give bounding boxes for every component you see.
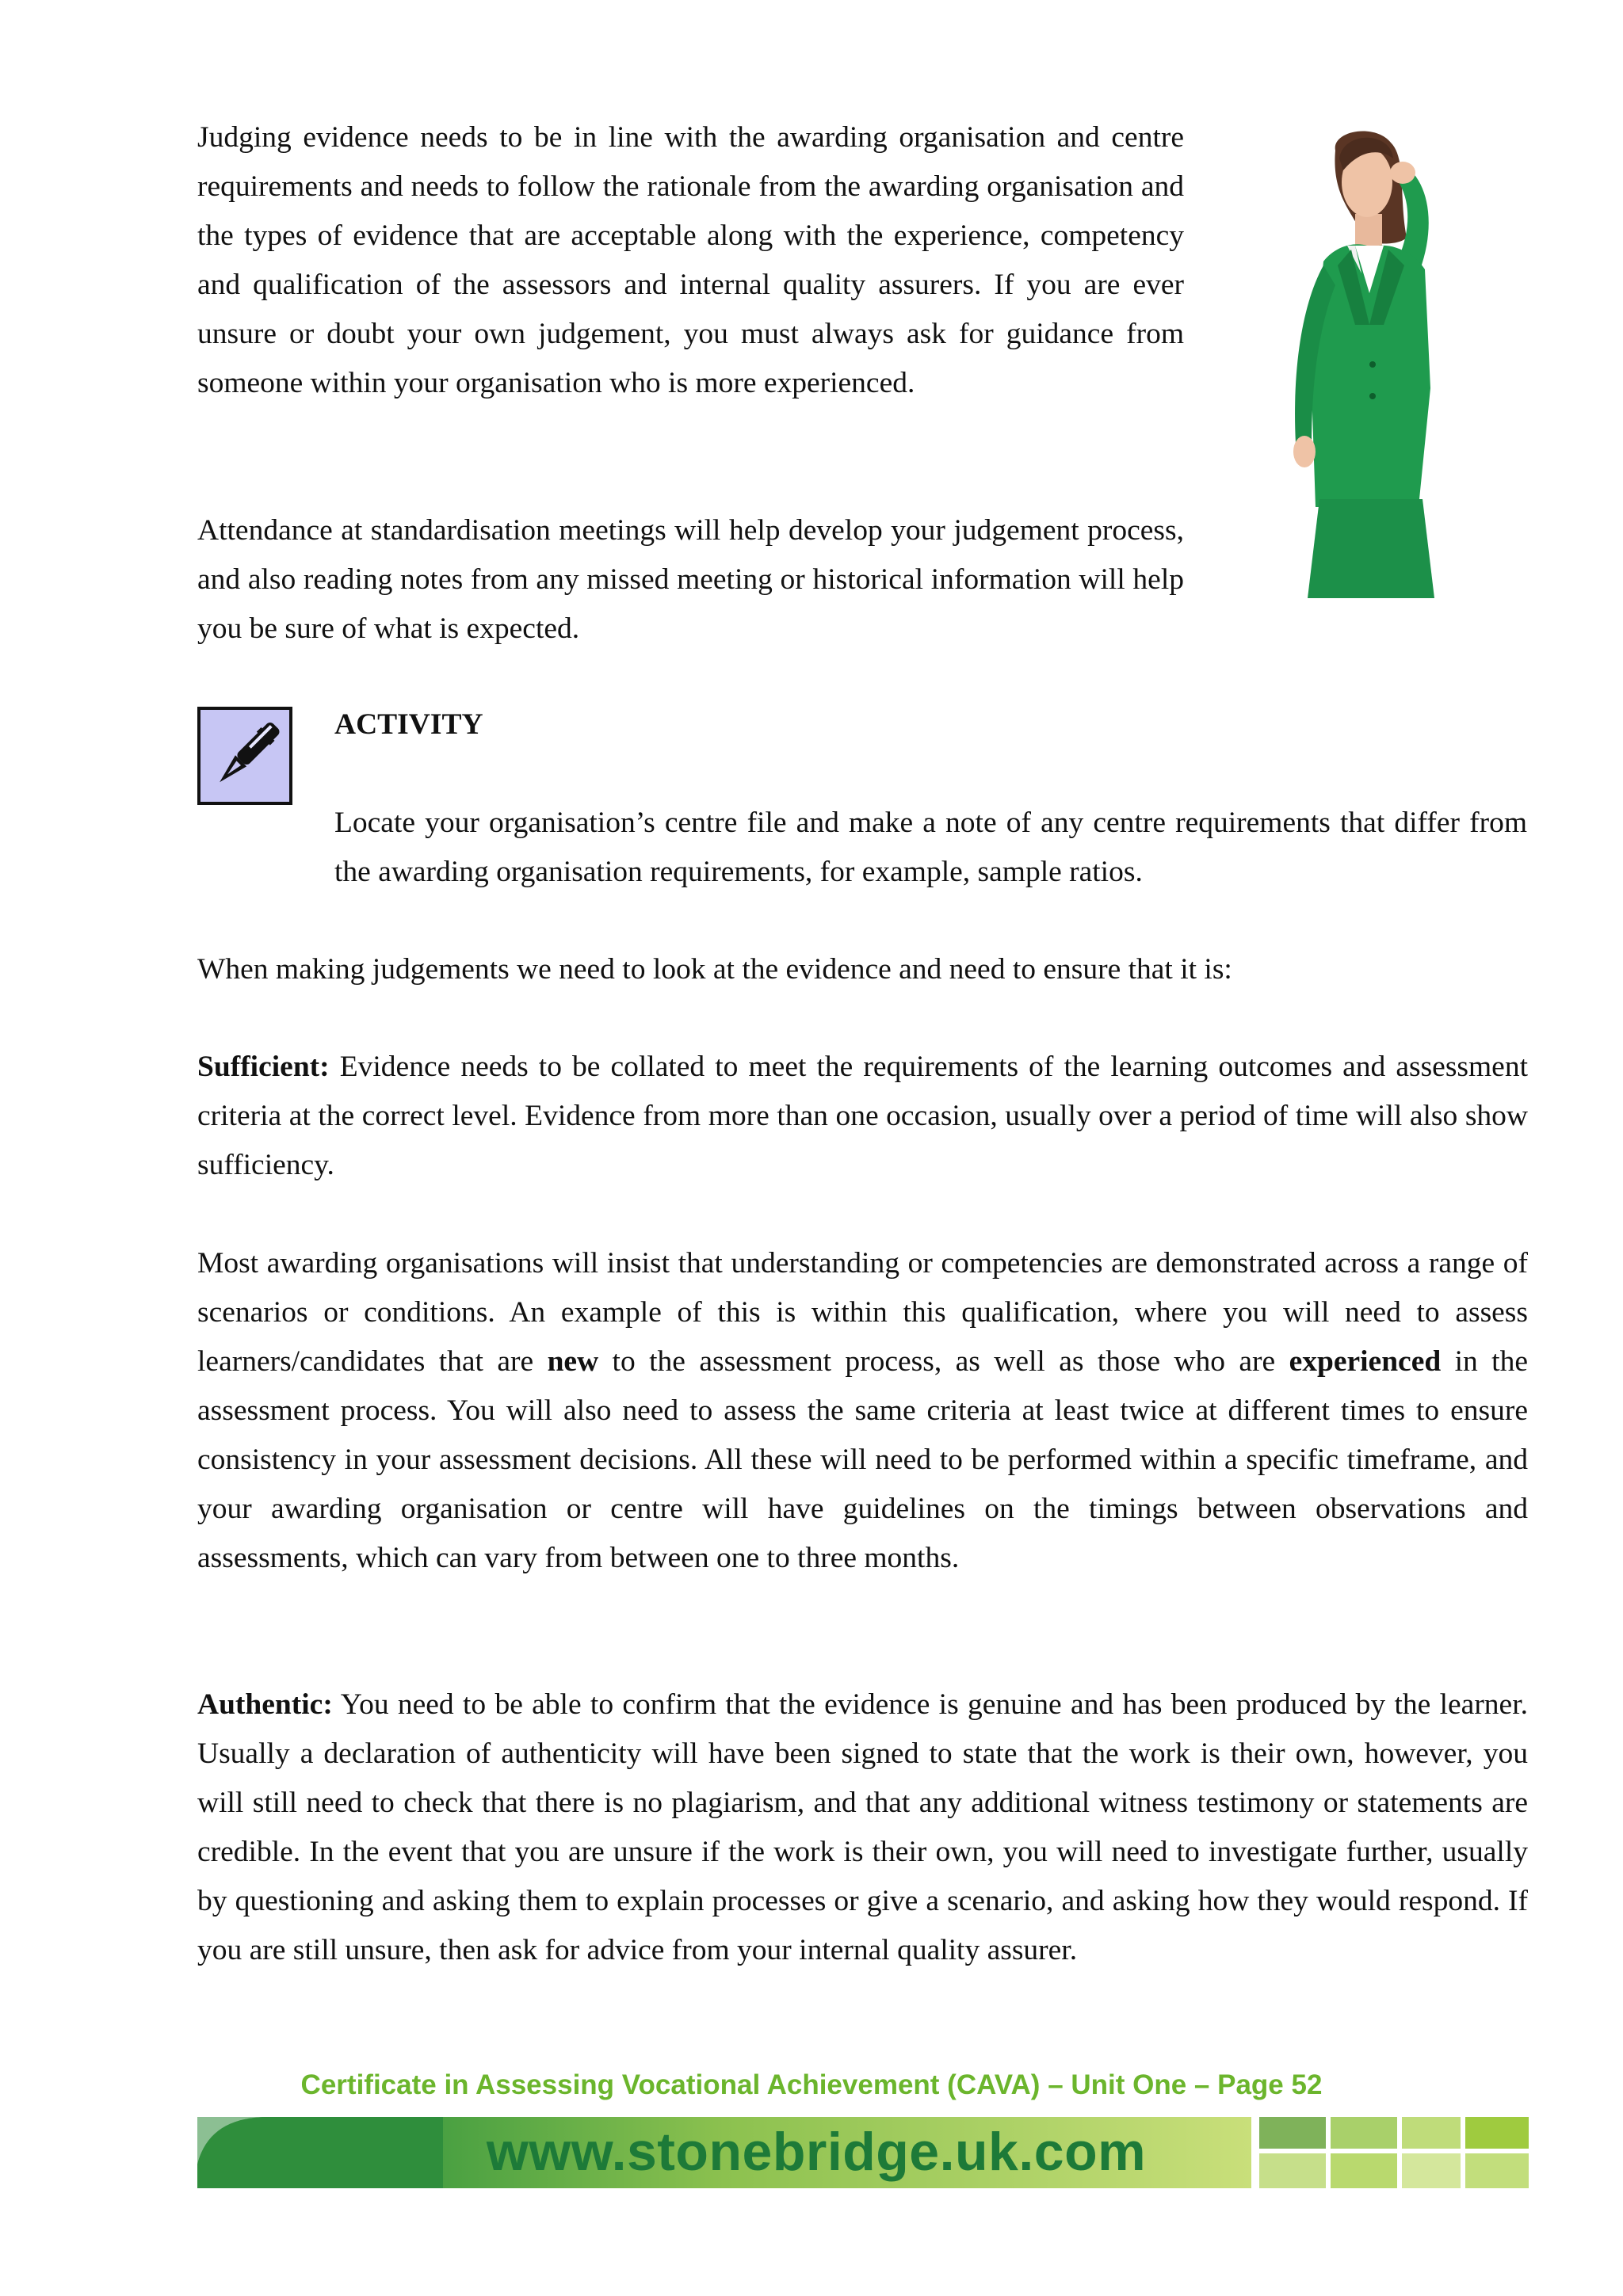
activity-title: ACTIVITY (334, 708, 483, 741)
sufficient-term: Sufficient: (197, 1051, 330, 1083)
woman-thinking-photo (1236, 127, 1506, 598)
standardisation-paragraph: Attendance at standardisation meetings will help develop your judgement process, and also reading notes from any missed meeting or historical information will help you be sure of what is expected. (197, 514, 1184, 645)
activity-text: Locate your organisation’s centre file and make a note of any centre requirements that differ from the awarding organisation requirements, for example, sample ratios. (334, 807, 1527, 888)
range-text-3: in the assessment process. You will also need to assess the same criteria at least twice at different times to ensure consistency in your assessment decisions. All these will need to be performed within a specific timeframe, and your awarding organisation or centre will have guidelines on the timings between observations and assessments, which can vary from between one to three months. (197, 1345, 1528, 1574)
range-paragraph (197, 1239, 1528, 1583)
footer-caption: Certificate in Assessing Vocational Achievement (CAVA) – Unit One – Page 52 (300, 2069, 1323, 2100)
experienced-term: experienced (1289, 1345, 1442, 1378)
sufficient-paragraph (197, 1043, 1528, 1190)
intro-paragraph: Judging evidence needs to be in line with the awarding organisation and centre requirements and needs to follow the rationale from the awarding organisation and the types of evidence that are acceptable along with the experience, competency and qualification of the assessors and internal quality assurers. If you are ever unsure or doubt your own judgement, you must always ask for guidance from someone within your organisation who is more experienced. (197, 121, 1184, 399)
authentic-paragraph (197, 1680, 1528, 1975)
sufficient-text: Evidence needs to be collated to meet the requirements of the learning outcomes and assessment criteria at the correct level. Evidence from more than one occasion, usually over a period of time will also show sufficiency. (197, 1051, 1528, 1181)
website-link[interactable]: www.stonebridge.uk.com (486, 2122, 1147, 2182)
authentic-term: Authentic: (197, 1688, 333, 1721)
pen-icon (197, 707, 292, 805)
range-text-1: Most awarding organisations will insist that understanding or competencies are demonstrated across a range of scenarios or conditions. An example of this is within this qualification, where you will need to assess learners/candidates that are (197, 1247, 1528, 1378)
new-term: new (547, 1345, 599, 1378)
range-text-2: to the assessment process, as well as those who are (598, 1345, 1289, 1378)
authentic-text: You need to be able to confirm that the evidence is genuine and has been produced by the learner. Usually a declaration of authenticity will have been signed to state that the work is their own, however, you will still need to check that there is no plagiarism, and that any additional witness testimony or statements are credible. In the event that you are unsure if the work is their own, you will need to investigate further, usually by questioning and asking them to explain processes or give a scenario, and asking how they would respond. If you are still unsure, then ask for advice from your internal quality assurer. (197, 1688, 1528, 1966)
judgements-intro: When making judgements we need to look at the evidence and need to ensure that it is: (197, 953, 1232, 986)
